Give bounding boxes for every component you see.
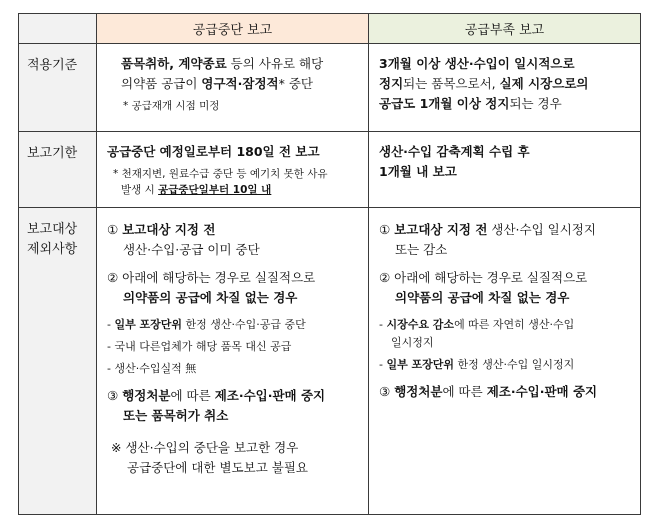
- exclusions-label-2: 제외사항: [27, 242, 78, 257]
- dash: -: [379, 358, 387, 371]
- header-row: [19, 14, 641, 44]
- text-admin-action: 행정처분: [394, 384, 443, 399]
- row-label-deadline: 보고기한: [19, 132, 97, 208]
- circle-1: ①: [107, 222, 123, 237]
- excl-stop-item-2: ② 아래에 해당하는 경우로 실질적으로: [107, 270, 316, 285]
- criteria-stop-note: * 공급재개 시점 미정: [123, 100, 220, 112]
- text-halt-bold: 정지: [379, 76, 404, 91]
- text-limited-pause: 한정 생산·수입 일시정지: [454, 358, 575, 371]
- excl-short-dash-1: [379, 316, 632, 334]
- excl-stop-item-3: [107, 386, 360, 406]
- deadline-supply-shortage: [369, 132, 641, 208]
- excl-short-dash-1b: 일시정지: [391, 336, 434, 349]
- text-case: 되는 경우: [509, 96, 562, 111]
- header-supply-stop: 공급중단 보고: [97, 14, 369, 44]
- excl-stop-dash-3: - 생산·수입실적 無: [107, 362, 197, 375]
- excl-short-item-2b: 의약품의 공급에 차질 없는 경우: [395, 290, 570, 305]
- row-criteria: [19, 44, 641, 132]
- excl-stop-dash-1: [107, 316, 360, 334]
- exclusions-supply-shortage: [369, 208, 641, 515]
- row-label-criteria: 적용기준: [19, 44, 97, 132]
- excl-short-item-1b: 또는 감소: [395, 242, 448, 257]
- deadline-stop-note-2: [107, 182, 360, 198]
- text-before-designation: 보고대상 지정 전: [122, 222, 216, 237]
- excl-stop-item-1: [107, 220, 360, 240]
- criteria-short-line-2: [379, 74, 632, 94]
- excl-short-item-3: [379, 382, 632, 402]
- criteria-supply-stop: [97, 44, 369, 132]
- criteria-supply-shortage: [369, 44, 641, 132]
- excl-short-item-2: ② 아래에 해당하는 경우로 실질적으로: [379, 270, 588, 285]
- header-supply-shortage: 공급부족 보고: [369, 14, 641, 44]
- text-reason-bold: 품목취하, 계약종료: [121, 56, 227, 71]
- text-pause: 생산·수입 일시정지: [487, 222, 596, 237]
- exclusions-supply-stop: [97, 208, 369, 515]
- text-market-bold: 실제 시장으로의: [499, 76, 589, 91]
- deadline-stop-line-1: 공급중단 예정일로부터 180일 전 보고: [107, 144, 320, 159]
- excl-short-item-1: [379, 220, 632, 240]
- row-label-exclusions: [19, 208, 97, 515]
- text-permanent-bold: 영구적·잠정적: [201, 76, 279, 91]
- criteria-short-line-3: [379, 94, 632, 114]
- text-occur: 발생 시: [121, 184, 159, 196]
- text-demand-decrease: 시장수요 감소: [386, 318, 455, 331]
- circle-3: ③: [107, 388, 123, 403]
- dash: -: [379, 318, 387, 331]
- circle-3: ③: [379, 384, 395, 399]
- text-package-unit: 일부 포장단위: [386, 358, 455, 371]
- text-supply: 의약품 공급이: [121, 76, 202, 91]
- text-package-unit: 일부 포장단위: [114, 318, 183, 331]
- criteria-short-line-1: 3개월 이상 생산·수입이 일시적으로: [379, 56, 575, 71]
- text-manufacture-stop: 제조·수입·판매 중지: [486, 384, 598, 399]
- dash: -: [107, 318, 115, 331]
- excl-stop-item-2b: 의약품의 공급에 차질 없는 경우: [123, 290, 298, 305]
- criteria-stop-line-2: [107, 74, 360, 94]
- excl-stop-remark-1: ※ 생산·수입의 중단을 보고한 경우: [111, 440, 299, 455]
- text-manufacture-stop: 제조·수입·판매 중지: [214, 388, 326, 403]
- deadline-supply-stop: [97, 132, 369, 208]
- excl-short-dash-2: [379, 356, 632, 374]
- excl-stop-item-1b: 생산·수입·공급 이미 중단: [123, 242, 260, 257]
- deadline-short-line-1: 생산·수입 감축계획 수립 후: [379, 144, 530, 159]
- row-exclusions: [19, 208, 641, 515]
- text-natural: 에 따른 자연히 생산·수입: [454, 318, 575, 331]
- circle-1: ①: [379, 222, 395, 237]
- text-according: 에 따른: [442, 384, 487, 399]
- row-deadline: [19, 132, 641, 208]
- text-according: 에 따른: [170, 388, 215, 403]
- corner-cell: [19, 14, 97, 44]
- exclusions-label-1: 보고대상: [27, 222, 78, 237]
- criteria-stop-line-1: [107, 54, 360, 74]
- deadline-short-line-2: 1개월 내 보고: [379, 164, 457, 179]
- text-limited: 한정 생산·수입·공급 중단: [182, 318, 306, 331]
- excl-stop-remark-2: 공급중단에 대한 별도보고 불필요: [127, 460, 308, 475]
- text-month-bold: 공급도 1개월 이상 정지: [379, 96, 510, 111]
- text-item: 되는 품목으로서,: [403, 76, 500, 91]
- text-stop: * 중단: [278, 76, 313, 91]
- text-ten-days: 공급중단일부터 10일 내: [158, 184, 272, 196]
- text-reason: 등의 사유로 해당: [226, 56, 324, 71]
- text-before-designation: 보고대상 지정 전: [394, 222, 488, 237]
- deadline-stop-note-1: * 천재지변, 원료수급 중단 등 예기치 못한 사유: [113, 168, 328, 180]
- excl-stop-dash-2: - 국내 다른업체가 해당 품목 대신 공급: [107, 340, 292, 353]
- text-admin-action: 행정처분: [122, 388, 171, 403]
- supply-report-table: [18, 13, 641, 515]
- excl-stop-item-3b: 또는 품목허가 취소: [123, 408, 229, 423]
